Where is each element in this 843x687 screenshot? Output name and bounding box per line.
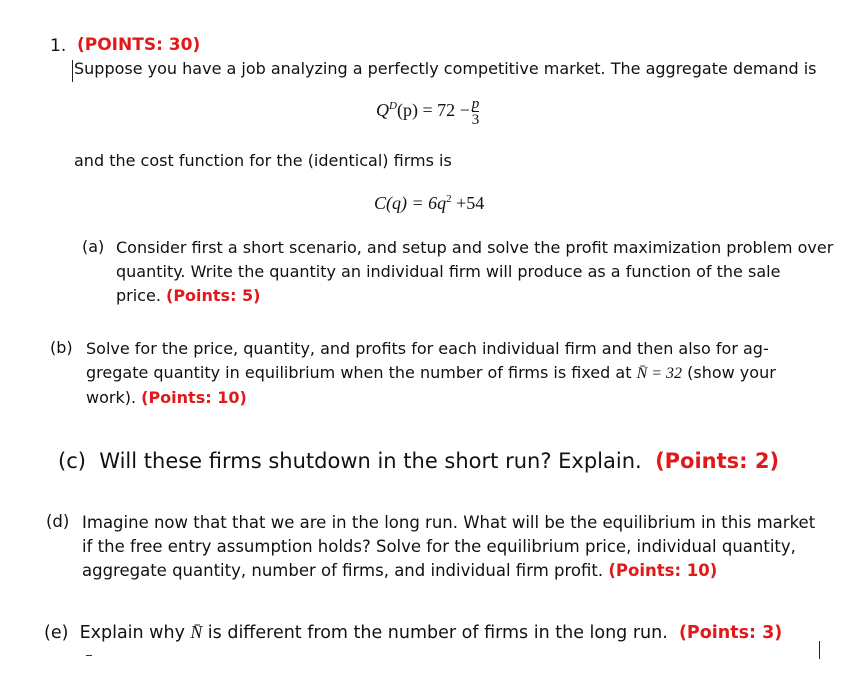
part-b-line1: Solve for the price, quantity, and profits for each individual firm and then also for ag- bbox=[86, 339, 769, 358]
part-e-points: (Points: 3) bbox=[678, 623, 783, 643]
part-a-line2: quantity. Write the quantity an individual firm will produce as a function of the sale bbox=[116, 262, 781, 281]
part-b-label: (b) bbox=[50, 338, 73, 357]
part-b-nbar: N̄ = 32 bbox=[636, 365, 683, 382]
part-e-label: (e) bbox=[44, 623, 69, 643]
cost-eq-sup: 2 bbox=[446, 193, 452, 205]
cost-intro: and the cost function for the (identical) firms is bbox=[74, 151, 452, 170]
part-c-points: (Points: 2) bbox=[655, 449, 780, 473]
part-e-text bbox=[44, 622, 782, 643]
demand-eq-fraction bbox=[472, 97, 480, 127]
part-a-line3: price. (Points: 5) bbox=[116, 286, 261, 305]
text-cursor-end bbox=[819, 641, 820, 659]
cost-eq-lhs: C(q) = 6q bbox=[374, 193, 447, 213]
part-a-line1: Consider first a short scenario, and setup and solve the profit maximization problem over bbox=[116, 238, 834, 257]
part-c-question: Will these firms shutdown in the short run? Explain. bbox=[99, 449, 642, 473]
problem-points: (POINTS: 30) bbox=[77, 35, 201, 55]
part-d-text bbox=[82, 511, 815, 583]
part-a-points: (Points: 5) bbox=[166, 286, 261, 305]
cost-equation bbox=[374, 193, 484, 214]
part-d-line3: aggregate quantity, number of firms, and individual firm profit. (Points: 10) bbox=[82, 561, 718, 580]
text-cursor bbox=[72, 60, 73, 82]
part-e-text-b: is different from the number of firms in the long run. bbox=[207, 623, 668, 643]
part-a-text bbox=[116, 236, 833, 308]
demand-eq-sup: D bbox=[389, 100, 397, 113]
demand-equation bbox=[376, 97, 479, 127]
part-d-points: (Points: 10) bbox=[608, 561, 718, 580]
demand-eq-arg: (p) = 72 − bbox=[396, 100, 470, 121]
part-b-line3: work). (Points: 10) bbox=[86, 388, 247, 407]
demand-eq-den: 3 bbox=[471, 112, 480, 128]
stray-mark bbox=[86, 655, 92, 656]
demand-eq-lhs: Q bbox=[376, 100, 389, 121]
part-e-nbar: N̄ bbox=[190, 622, 203, 642]
problem-intro: Suppose you have a job analyzing a perfectly competitive market. The aggregate demand is bbox=[74, 59, 817, 78]
part-d-line2: if the free entry assumption holds? Solve for the equilibrium price, individual quantity, bbox=[82, 537, 796, 556]
part-c-label: (c) bbox=[58, 449, 86, 473]
part-d-line1: Imagine now that that we are in the long run. What will be the equilibrium in this market bbox=[82, 513, 816, 532]
part-e-text-a: Explain why bbox=[79, 623, 185, 643]
demand-eq-num: p bbox=[471, 96, 480, 112]
problem-number: 1. bbox=[50, 36, 67, 56]
part-a-label: (a) bbox=[82, 237, 105, 256]
part-d-label: (d) bbox=[46, 512, 70, 531]
part-b-points: (Points: 10) bbox=[141, 388, 247, 407]
part-c-text bbox=[58, 449, 779, 473]
part-b-line2: gregate quantity in equilibrium when the number of firms is fixed at N̄ = 32 (show your bbox=[86, 363, 776, 382]
part-b-text bbox=[86, 337, 776, 410]
cost-eq-rest: +54 bbox=[451, 193, 485, 213]
